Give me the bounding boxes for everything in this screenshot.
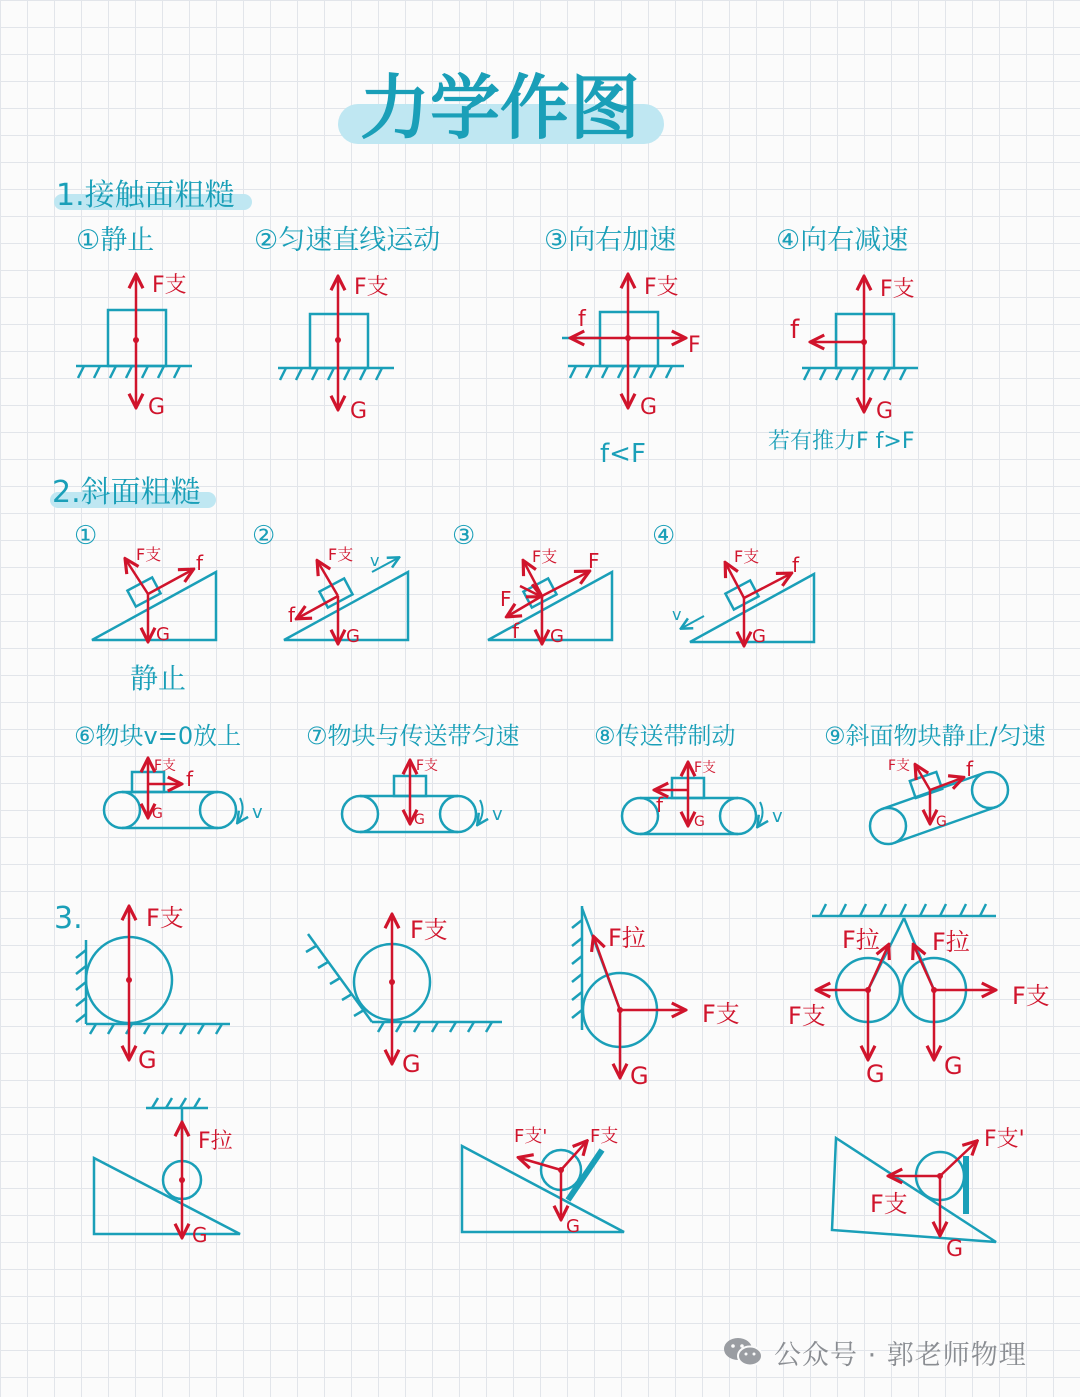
belt8-label-f: f: [656, 793, 664, 817]
right-roller: [440, 796, 476, 832]
incline1-label-fn: F支: [136, 545, 162, 564]
ball-slope-board: [462, 1142, 624, 1232]
belt6-label-f: f: [186, 767, 194, 791]
ball-corner-label-fn: F支: [146, 904, 184, 932]
incline4-label-fn: F支: [734, 547, 760, 566]
ball-wall-label-g: G: [630, 1062, 649, 1090]
incline4-label-g: G: [752, 626, 766, 647]
section1-heading: 1.接触面粗糙: [56, 178, 235, 213]
ball-slope-vertical-board: [832, 1138, 996, 1242]
slope-hatch: [306, 946, 364, 1016]
s1d3-label-bigf: F: [688, 333, 701, 358]
belt6-label: ⑥物块v=0放上: [74, 722, 242, 750]
block: [127, 577, 160, 606]
s1d4-label-fn: F支: [880, 277, 915, 302]
belt8-label-fn: F支: [694, 760, 717, 776]
center-dot: [133, 337, 139, 343]
s1-item4-label: ④向右减速: [776, 225, 909, 256]
section3-heading: 3.: [54, 901, 83, 936]
center-dot: [126, 977, 132, 983]
section3: [54, 901, 1050, 1262]
s1d3-label-f: f: [578, 307, 586, 332]
watermark: [722, 1330, 1027, 1374]
rotation-arrow: [478, 800, 483, 824]
belt6-label-g: G: [152, 806, 163, 822]
belt7-label-g: G: [414, 812, 425, 828]
two-balls-label-fn-right: F支: [1012, 982, 1050, 1010]
incline2-label-fn: F支: [328, 545, 354, 564]
rotation-arrow: [238, 798, 243, 822]
ceiling-hatch: [820, 904, 986, 916]
incline2-label-v: v: [370, 551, 380, 570]
ball-slope-label-g: G: [402, 1050, 421, 1078]
ball-corner-label-g: G: [138, 1046, 157, 1074]
belt9-label-fn: F支: [888, 758, 911, 774]
ball-slope-rope-label-g: G: [192, 1223, 208, 1247]
incline3-label-g: G: [550, 626, 564, 647]
belt6-label-fn: F支: [154, 758, 177, 774]
incline3-label-f: f: [512, 619, 520, 643]
incline2-label-f: f: [288, 603, 296, 627]
wechat-icon: [722, 1335, 764, 1369]
slope-triangle: [832, 1138, 996, 1242]
section2: [50, 475, 1046, 844]
ground-hatch: [804, 368, 906, 380]
belt8-label-v: v: [772, 806, 783, 827]
center-dot: [937, 1173, 943, 1179]
ball-slope-board-label-g: G: [566, 1216, 580, 1237]
belt9: [870, 766, 1008, 844]
s1-item1-label: ①静止: [76, 225, 155, 256]
belt8: [622, 764, 763, 834]
center-dot: [389, 979, 395, 985]
section2-heading: 2.斜面粗糙: [52, 475, 201, 510]
belt7-label-fn: F支: [416, 758, 439, 774]
two-balls-label-tension-left: F拉: [842, 926, 880, 954]
ball-wall-label-tension: F拉: [608, 924, 646, 952]
ball-vboard-label-fn2: F支: [870, 1190, 908, 1218]
friction-arrow: [930, 778, 962, 790]
belt8-label-g: G: [694, 814, 705, 830]
incline3-label-bigf: F: [588, 549, 600, 573]
center-dot-left: [865, 987, 871, 993]
section1: [54, 178, 918, 469]
center-dot: [335, 337, 341, 343]
ball-vboard-label-g: G: [946, 1237, 964, 1262]
page-title: [338, 67, 664, 149]
two-balls-label-tension-right: F拉: [932, 928, 970, 956]
s1d3-note: f<F: [600, 439, 646, 469]
s1d1-label-fn: F支: [152, 273, 187, 298]
left-roller: [342, 796, 378, 832]
incline2-label-g: G: [346, 626, 360, 647]
center-dot: [558, 1167, 564, 1173]
s1d2-label-g: G: [350, 399, 368, 424]
right-roller: [720, 798, 756, 834]
friction-arrow: [744, 574, 790, 598]
ball-slope-rope: [94, 1098, 240, 1236]
center-dot: [861, 339, 867, 345]
belt7: [342, 762, 483, 832]
ball-slope: [306, 916, 502, 1062]
s1-item2-label: ②匀速直线运动: [254, 225, 441, 256]
normal-board-arrow: [940, 1142, 976, 1176]
s1d1-label-g: G: [148, 395, 166, 420]
s1d4-label-g: G: [876, 399, 894, 424]
left-roller: [104, 792, 140, 828]
upper-roller: [972, 772, 1008, 808]
ball-slope-board-label-fn2: F支: [590, 1126, 619, 1147]
s1d2-label-fn: F支: [354, 275, 389, 300]
belt9-label-f: f: [966, 757, 974, 781]
normal-board-arrow: [561, 1142, 586, 1170]
center-dot-right: [931, 987, 937, 993]
ground-hatch: [280, 368, 382, 380]
ceiling-hatch: [152, 1098, 200, 1108]
ball-slope-rope-label-tension: F拉: [198, 1129, 233, 1154]
two-balls-label-fn-left: F支: [788, 1002, 826, 1030]
ground-hatch: [570, 366, 672, 378]
two-balls-label-g-left: G: [866, 1060, 885, 1088]
ground-hatch: [78, 366, 180, 378]
two-balls-label-g-right: G: [944, 1052, 963, 1080]
right-roller: [200, 792, 236, 828]
belt9-label: ⑨斜面物块静止/匀速: [824, 722, 1046, 750]
applied-force-arrow: [542, 572, 588, 596]
watermark-text: 公众号 · 郭老师物理: [774, 1339, 1027, 1371]
s1d4-label-f: f: [790, 315, 800, 345]
floor-hatch: [90, 1024, 222, 1034]
s1-item3-label: ③向右加速: [544, 225, 677, 256]
ball-vboard-label-fn1: F支': [984, 1127, 1025, 1152]
floor-hatch: [378, 1022, 492, 1032]
ball-slope-board-label-fn1: F支': [514, 1126, 548, 1147]
title-text: 力学作图: [360, 67, 640, 149]
belt7-label-v: v: [492, 804, 503, 825]
incline4-label-v: v: [672, 605, 682, 624]
incline4-number: ④: [652, 521, 676, 551]
incline1-label-g: G: [156, 624, 170, 645]
ball-wall-label-fn: F支: [702, 1000, 740, 1028]
belt8-label: ⑧传送带制动: [594, 722, 736, 750]
s1d3-label-g: G: [640, 395, 658, 420]
rotation-arrow: [758, 802, 763, 826]
incline1-caption: 静止: [130, 662, 187, 695]
wall-hatch: [76, 950, 86, 1022]
belt9-label-g: G: [936, 814, 947, 830]
belt7-label: ⑦物块与传送带匀速: [306, 722, 520, 750]
incline1-label-f: f: [196, 551, 204, 575]
incline2-number: ②: [252, 521, 276, 551]
incline4-label-f: f: [792, 553, 800, 577]
incline1-number: ①: [74, 521, 98, 551]
tension-right-arrow: [914, 946, 934, 990]
s1d3-label-fn: F支: [644, 275, 679, 300]
left-roller: [622, 798, 658, 834]
incline3-number: ③: [452, 521, 476, 551]
lower-roller: [870, 808, 906, 844]
ball-slope-label-fn: F支: [410, 916, 448, 944]
incline3-label-push: F: [500, 587, 512, 611]
s1d4-note: 若有推力F f>F: [768, 429, 915, 454]
center-dot: [179, 1177, 185, 1183]
wall-hatch: [572, 920, 582, 1018]
center-dot: [617, 1007, 623, 1013]
velocity-arrow: [682, 616, 704, 628]
center-dot: [625, 335, 631, 341]
incline3-label-fn: F支: [532, 547, 558, 566]
belt6-label-v: v: [252, 802, 263, 823]
